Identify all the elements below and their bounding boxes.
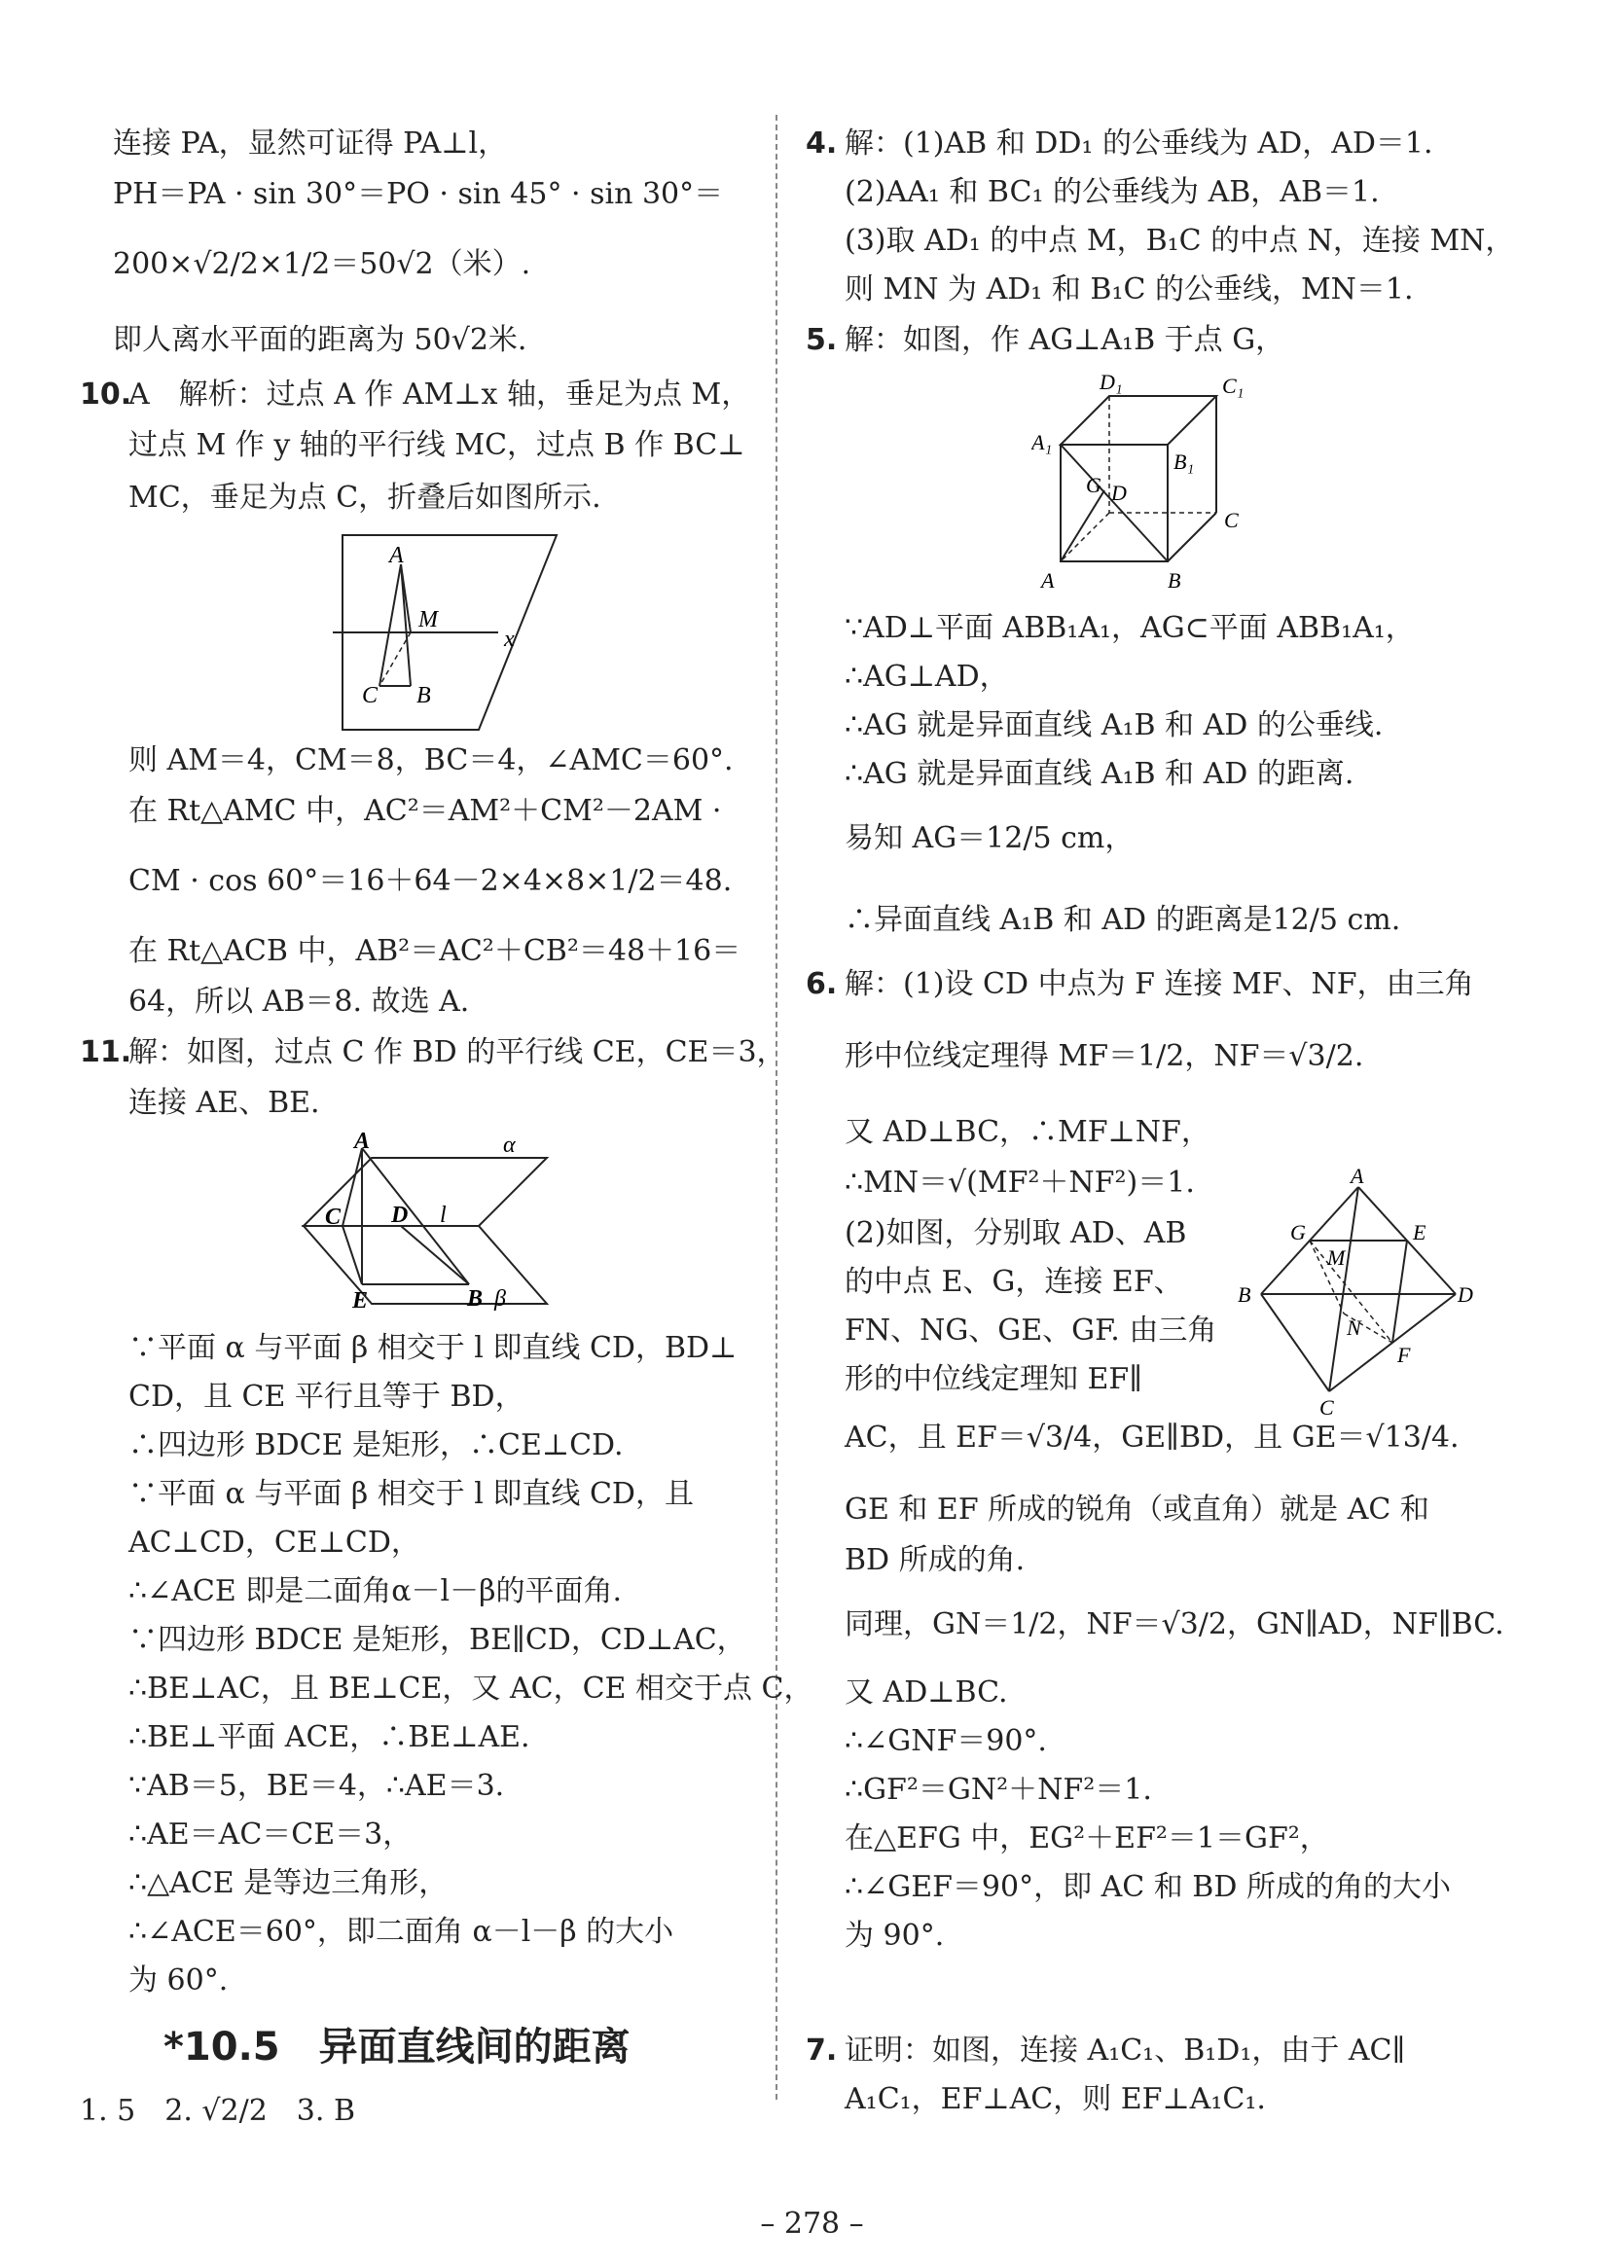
text-line: 解：如图，作 AG⊥A₁B 于点 G， — [845, 323, 1285, 357]
label-E: E — [352, 1288, 369, 1314]
label-alpha: α — [503, 1133, 516, 1158]
text-line: ∴AG 就是异面直线 A₁B 和 AD 的公垂线. — [845, 708, 1384, 742]
segment-EF — [1392, 1241, 1407, 1343]
label-M: M — [1327, 1245, 1346, 1270]
label-C: C — [1224, 508, 1239, 532]
label-C1: C₁ — [1222, 374, 1245, 398]
question-number: 6. — [806, 967, 838, 1001]
text-line: ∴△ACE 是等边三角形， — [128, 1866, 449, 1900]
text-line: GE 和 EF 所成的锐角（或直角）就是 AC 和 — [845, 1493, 1429, 1527]
figure-q5-cube — [1031, 372, 1265, 595]
segment-AG — [1061, 490, 1104, 561]
text-line: 为 60°. — [128, 1963, 229, 1998]
text-line: ∴四边形 BDCE 是矩形，∴CE⊥CD. — [128, 1428, 624, 1462]
label-C: C — [1319, 1395, 1334, 1420]
text-line: ∴AG 就是异面直线 A₁B 和 AD 的距离. — [845, 757, 1354, 791]
text-line: ∴AG⊥AD， — [845, 660, 1009, 694]
label-l: l — [440, 1203, 447, 1228]
label-E: E — [1413, 1220, 1426, 1244]
question-number: 10. — [80, 378, 132, 412]
text-line: 为 90°. — [845, 1919, 945, 1953]
label-G: G — [1290, 1220, 1306, 1244]
text-line: 过点 M 作 y 轴的平行线 MC，过点 B 作 BC⊥ — [128, 428, 745, 462]
question-number: 5. — [806, 323, 838, 357]
text-line: ∴∠ACE 即是二面角α－l－β的平面角. — [128, 1574, 623, 1608]
text-line: 在 Rt△AMC 中，AC²＝AM²＋CM²－2AM · — [128, 794, 722, 828]
segment-CE — [343, 1226, 362, 1284]
label-B1: B₁ — [1173, 450, 1195, 474]
label-A: A — [1041, 568, 1055, 593]
text-line: 在△EFG 中，EG²＋EF²＝1＝GF²， — [845, 1821, 1329, 1855]
edge-AC — [1329, 1187, 1358, 1391]
label-G: G — [1086, 473, 1101, 497]
text-line: 即人离水平面的距离为 50√2米. — [113, 323, 527, 357]
label-D: D — [1111, 481, 1127, 505]
text-line: ∵四边形 BDCE 是矩形，BE∥CD，CD⊥AC， — [128, 1623, 746, 1657]
text-line: ∵平面 α 与平面 β 相交于 l 即直线 CD，BD⊥ — [128, 1331, 738, 1365]
label-A1: A₁ — [1031, 430, 1053, 454]
segment-AC — [343, 1148, 362, 1226]
page-number: – 278 – — [760, 2207, 864, 2241]
label-N: N — [1347, 1315, 1361, 1340]
label-D: D — [391, 1203, 409, 1228]
text-line: 易知 AG＝12/5 cm， — [845, 821, 1135, 855]
label-x: x — [504, 627, 515, 652]
text-line: A 解析：过点 A 作 AM⊥x 轴，垂足为点 M， — [128, 378, 751, 412]
label-B: B — [1238, 1282, 1251, 1307]
text-line: CM · cos 60°＝16＋64－2×4×8×1/2＝48. — [128, 864, 733, 898]
text-line: 连接 AE、BE. — [128, 1086, 320, 1120]
text-line: A₁C₁，EF⊥AC，则 EF⊥A₁C₁. — [845, 2082, 1266, 2116]
figure-q10-folded-plane — [333, 525, 605, 739]
text-line: 又 AD⊥BC，∴MF⊥NF， — [845, 1115, 1210, 1149]
text-line: 形的中位线定理知 EF∥ — [845, 1362, 1143, 1396]
text-line: ∴异面直线 A₁B 和 AD 的距离是12/5 cm. — [845, 903, 1401, 937]
label-D1: D₁ — [1100, 372, 1123, 394]
text-line: 200×√2/2×1/2＝50√2（米）. — [113, 247, 531, 281]
cube-top-face — [1061, 396, 1216, 445]
text-line: ∵平面 α 与平面 β 相交于 l 即直线 CD，且 — [128, 1477, 694, 1511]
answers-line: 1. 5 2. √2/2 3. B — [80, 2094, 356, 2128]
label-B: B — [467, 1286, 484, 1312]
text-line: AC⊥CD，CE⊥CD， — [128, 1526, 420, 1560]
figure-q11-dihedral — [294, 1129, 586, 1323]
text-line: 在 Rt△ACB 中，AB²＝AC²＋CB²＝48＋16＝ — [128, 934, 741, 968]
text-line: ∴AE＝AC＝CE＝3， — [128, 1818, 413, 1852]
text-line: ∴GF²＝GN²＋NF²＝1. — [845, 1773, 1152, 1807]
label-A: A — [389, 543, 404, 568]
text-line: ∵AB＝5，BE＝4，∴AE＝3. — [128, 1769, 505, 1803]
text-line: PH＝PA · sin 30°＝PO · sin 45° · sin 30°＝ — [113, 177, 724, 211]
text-line: 则 MN 为 AD₁ 和 B₁C 的公垂线，MN＝1. — [845, 272, 1414, 306]
text-line: 的中点 E、G，连接 EF、 — [845, 1265, 1183, 1299]
text-line: ∴BE⊥AC，且 BE⊥CE，又 AC，CE 相交于点 C， — [128, 1672, 813, 1706]
text-line: 连接 PA，显然可证得 PA⊥l， — [113, 126, 508, 161]
question-number: 11. — [80, 1035, 132, 1069]
label-beta: β — [494, 1286, 506, 1312]
text-line: ∴MN＝√(MF²＋NF²)＝1. — [845, 1166, 1195, 1200]
segment-AC — [379, 564, 401, 686]
text-line: 解：(1)设 CD 中点为 F 连接 MF、NF，由三角 — [845, 967, 1474, 1001]
label-D: D — [1458, 1282, 1473, 1307]
text-line: ∴BE⊥平面 ACE，∴BE⊥AE. — [128, 1720, 530, 1754]
text-line: 证明：如图，连接 A₁C₁、B₁D₁，由于 AC∥ — [845, 2034, 1406, 2068]
segment-DB — [401, 1226, 469, 1284]
text-line: 同理，GN＝1/2，NF＝√3/2，GN∥AD，NF∥BC. — [845, 1607, 1504, 1641]
text-line: BD 所成的角. — [845, 1543, 1026, 1577]
text-line: FN、NG、GE、GF. 由三角 — [845, 1314, 1217, 1348]
text-line: AC，且 EF＝√3/4，GE∥BD，且 GE＝√13/4. — [845, 1421, 1460, 1455]
question-number: 4. — [806, 126, 838, 161]
plane-beta — [304, 1226, 547, 1304]
label-B: B — [416, 683, 431, 708]
text-line: 形中位线定理得 MF＝1/2，NF＝√3/2. — [845, 1039, 1364, 1073]
column-divider — [776, 115, 777, 2100]
text-line: (2)AA₁ 和 BC₁ 的公垂线为 AB，AB＝1. — [845, 175, 1380, 209]
label-A: A — [1351, 1168, 1364, 1188]
label-A: A — [354, 1129, 371, 1154]
segment-AB — [362, 1148, 469, 1284]
text-line: ∴∠ACE＝60°，即二面角 α－l－β 的大小 — [128, 1915, 674, 1949]
text-line: 又 AD⊥BC. — [845, 1675, 1008, 1710]
edge-CB — [1168, 513, 1216, 561]
text-line: CD，且 CE 平行且等于 BD， — [128, 1380, 524, 1414]
edge-DA — [1061, 513, 1109, 561]
text-line: 解：(1)AB 和 DD₁ 的公垂线为 AD，AD＝1. — [845, 126, 1433, 161]
edge-BC — [1261, 1294, 1329, 1391]
text-line: 解：如图，过点 C 作 BD 的平行线 CE，CE＝3， — [128, 1035, 786, 1069]
text-line: (2)如图，分别取 AD、AB — [845, 1216, 1187, 1250]
label-C: C — [325, 1205, 342, 1230]
section-title: *10.5 异面直线间的距离 — [163, 2025, 631, 2070]
label-F: F — [1397, 1343, 1411, 1367]
label-C: C — [362, 683, 379, 708]
figure-q6-tetrahedron — [1232, 1168, 1475, 1421]
text-line: ∵AD⊥平面 ABB₁A₁，AG⊂平面 ABB₁A₁， — [845, 611, 1415, 645]
text-line: 则 AM＝4，CM＝8，BC＝4，∠AMC＝60°. — [128, 743, 734, 777]
text-line: ∴∠GEF＝90°，即 AC 和 BD 所成的角的大小 — [845, 1870, 1451, 1904]
label-M: M — [418, 607, 438, 632]
text-line: 64，所以 AB＝8. 故选 A. — [128, 985, 470, 1019]
question-number: 7. — [806, 2034, 838, 2068]
text-line: ∴∠GNF＝90°. — [845, 1724, 1047, 1758]
label-B: B — [1168, 568, 1181, 593]
text-line: (3)取 AD₁ 的中点 M，B₁C 的中点 N，连接 MN， — [845, 224, 1515, 258]
text-line: MC，垂足为点 C，折叠后如图所示. — [128, 481, 601, 515]
